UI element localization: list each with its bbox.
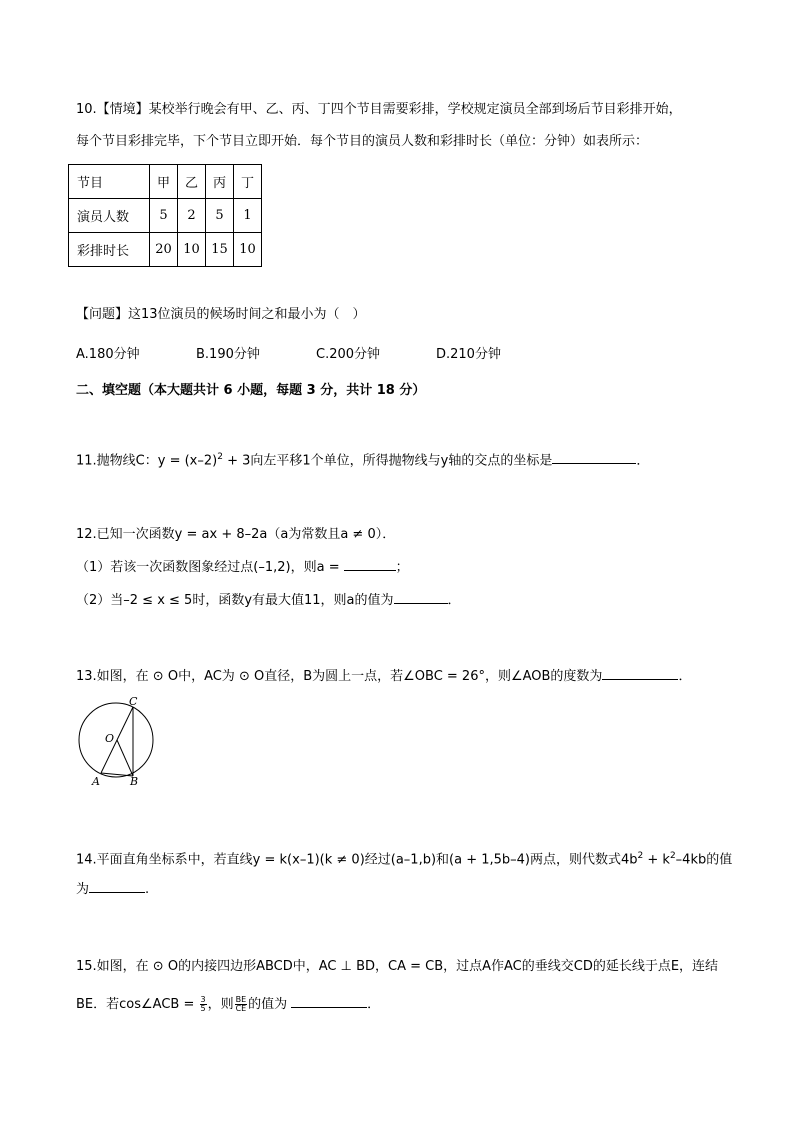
label-o: O bbox=[105, 732, 115, 745]
q14-line2-end: . bbox=[145, 882, 150, 897]
q13-line bbox=[76, 665, 691, 687]
q15-line1: 15.如图，在 ⊙ O的内接四边形ABCD中，AC ⊥ BD，CA = CB，过点A作AC的垂线交CD的延长线于点E，连结 bbox=[76, 959, 719, 974]
q14-sup2: 2 bbox=[669, 851, 676, 861]
option-d: D.210分钟 bbox=[436, 347, 501, 362]
table-row bbox=[69, 199, 262, 233]
q14-sup1: 2 bbox=[637, 851, 644, 861]
q12-stem: 12.已知一次函数y = ax + 8–2a（a为常数且a ≠ 0）． bbox=[76, 527, 396, 542]
q10-line1: 10.【情境】某校举行晚会有甲、乙、丙、丁四个节目需要彩排，学校规定演员全部到场后节目彩排开始， bbox=[76, 102, 682, 117]
q14-line1 bbox=[76, 846, 732, 870]
q13-text: 13.如图，在 ⊙ O中，AC为 ⊙ O直径，B为圆上一点，若∠OBC = 26°，则∠AOB的度数为 bbox=[76, 669, 603, 684]
q10-question: 【问题】这13位演员的候场时间之和最小为（ ） bbox=[76, 307, 366, 322]
q14-mid: + k bbox=[643, 852, 670, 868]
fraction-be-ce bbox=[235, 996, 248, 1013]
q11-text-post: + 3向左平移1个单位，所得抛物线与y轴的交点的坐标是 bbox=[222, 453, 553, 469]
q13-end: ． bbox=[678, 669, 692, 684]
option-b: B.190分钟 bbox=[196, 347, 260, 362]
answer-blank bbox=[602, 665, 678, 680]
q10-line2: 每个节目彩排完毕，下个节目立即开始．每个节目的演员人数和彩排时长（单位：分钟）如表所示： bbox=[76, 134, 649, 149]
option-a: A.180分钟 bbox=[76, 347, 140, 362]
q14-line2 bbox=[76, 878, 149, 900]
table-cell: 10 bbox=[234, 233, 262, 267]
q14-tail: –4kb的值 bbox=[675, 852, 733, 868]
answer-blank bbox=[89, 878, 145, 893]
q12-part2-text: （2）当–2 ≤ x ≤ 5时，函数y有最大值11，则a的值为 bbox=[76, 593, 394, 608]
fraction-cos bbox=[200, 996, 207, 1013]
fraction-denominator: 5 bbox=[200, 1004, 206, 1013]
label-b: B bbox=[130, 775, 139, 788]
q11-text-pre: 11.抛物线C：y = (x–2) bbox=[76, 453, 218, 469]
fraction-numerator: 3 bbox=[200, 995, 206, 1004]
q12-part1-end: ； bbox=[395, 560, 409, 575]
answer-blank bbox=[344, 556, 396, 571]
table-cell: 2 bbox=[178, 199, 206, 233]
q12-part1 bbox=[76, 556, 409, 578]
q14-line2-text: 为 bbox=[76, 882, 90, 897]
option-c: C.200分钟 bbox=[316, 347, 381, 362]
q12-part1-text: （1）若该一次函数图象经过点(–1,2)，则a = bbox=[76, 560, 340, 575]
table-cell: 15 bbox=[206, 233, 234, 267]
circle-o bbox=[79, 703, 153, 777]
table-cell: 1 bbox=[234, 199, 262, 233]
table-row bbox=[69, 165, 262, 199]
table-row bbox=[69, 233, 262, 267]
fraction-numerator: BE bbox=[235, 995, 247, 1004]
radius-ob bbox=[117, 740, 133, 776]
q11-end: ． bbox=[636, 453, 650, 469]
circle-figure bbox=[74, 694, 164, 790]
table-cell: 丁 bbox=[234, 165, 262, 199]
q15-line2-end: ． bbox=[367, 997, 381, 1012]
q12-part2 bbox=[76, 589, 461, 611]
label-a: A bbox=[92, 775, 100, 788]
table-cell: 丙 bbox=[206, 165, 234, 199]
table-cell: 乙 bbox=[178, 165, 206, 199]
fraction-denominator: CE bbox=[235, 1004, 247, 1013]
section-heading: 二、填空题（本大题共计 6 小题，每题 3 分，共计 18 分） bbox=[76, 383, 426, 398]
q12-part2-end: ． bbox=[447, 593, 461, 608]
q15-line2 bbox=[76, 993, 380, 1015]
q15-line2-mid: ，则 bbox=[207, 997, 234, 1012]
table-cell: 节目 bbox=[69, 165, 150, 199]
q15-line2-pre: BE．若cos∠ACB = bbox=[76, 997, 195, 1012]
answer-blank bbox=[291, 993, 367, 1008]
answer-blank bbox=[552, 449, 636, 464]
q11-line bbox=[76, 447, 649, 471]
table-cell: 甲 bbox=[150, 165, 178, 199]
rehearsal-table bbox=[68, 164, 262, 267]
label-c: C bbox=[129, 695, 138, 708]
q15-line2-post: 的值为 bbox=[248, 997, 288, 1012]
q14-text: 14.平面直角坐标系中，若直线y = k(x–1)(k ≠ 0)经过(a–1,b)和(a + 1,5b–4)两点，则代数式4b bbox=[76, 852, 638, 868]
table-cell: 演员人数 bbox=[69, 199, 150, 233]
table-cell: 10 bbox=[178, 233, 206, 267]
table-cell: 20 bbox=[150, 233, 178, 267]
answer-blank bbox=[394, 589, 448, 604]
table-cell: 彩排时长 bbox=[69, 233, 150, 267]
table-cell: 5 bbox=[206, 199, 234, 233]
table-cell: 5 bbox=[150, 199, 178, 233]
q11-sup: 2 bbox=[217, 452, 223, 462]
